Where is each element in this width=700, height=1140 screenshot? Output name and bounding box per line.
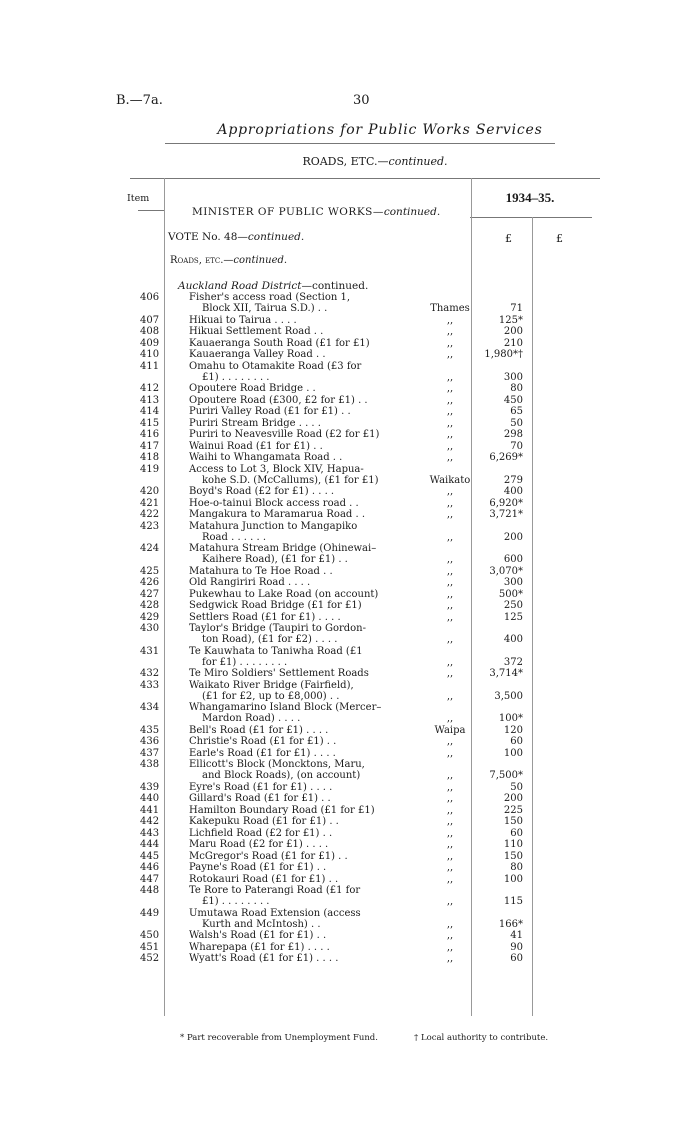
item-number: 413 (140, 394, 160, 406)
item-district: ,, (446, 793, 454, 804)
item-amount: 50 (510, 781, 523, 793)
item-amount: 300 (503, 577, 523, 588)
item-description (189, 361, 399, 383)
item-district: ,, (446, 509, 454, 520)
item-description (189, 646, 399, 668)
item-description (189, 464, 399, 486)
item-description (189, 577, 399, 588)
description-line: Gillard's Road (£1 for £1) . . (189, 793, 331, 804)
item-number: 407 (140, 314, 160, 326)
item-description (189, 953, 399, 964)
item-district: ,, (446, 600, 454, 611)
item-description (189, 395, 399, 406)
item-number: 446 (140, 862, 160, 873)
description-line: Eyre's Road (£1 for £1) . . . . (189, 781, 333, 793)
item-amount: 225 (503, 804, 523, 816)
item-district: ,, (446, 953, 454, 964)
item-number: 438 (140, 759, 160, 770)
item-number: 445 (140, 850, 160, 862)
item-number: 434 (140, 702, 160, 713)
item-district: ,, (446, 918, 454, 930)
item-number: 431 (140, 645, 160, 657)
item-district: ,, (446, 656, 454, 668)
item-description (189, 418, 399, 429)
item-number: 416 (140, 429, 160, 440)
description-line: Hikuai Settlement Road . . (189, 326, 324, 337)
item-amount: 70 (510, 440, 523, 452)
item-district: ,, (446, 736, 454, 747)
description-line: Maru Road (£2 for £1) . . . . (189, 839, 329, 850)
description-line: Fisher's access road (Section 1, (189, 292, 351, 303)
description-line: Taylor's Bridge (Taupiri to Gordon- (189, 623, 366, 634)
description-line: Payne's Road (£1 for £1) . . (189, 862, 327, 873)
description-line: Kauaeranga South Road (£1 for £1) (189, 337, 370, 349)
description-line: Boyd's Road (£2 for £1) . . . . (189, 486, 335, 497)
description-line: Te Rore to Paterangi Road (£1 for (189, 885, 361, 896)
item-description (189, 680, 399, 702)
item-number: 448 (140, 885, 160, 896)
item-district: ,, (446, 349, 454, 360)
item-description (189, 793, 399, 804)
minister-main: MINISTER OF PUBLIC WORKS— (192, 206, 384, 218)
item-district: ,, (446, 486, 454, 497)
description-line: Puriri to Neavesville Road (£2 for £1) (189, 429, 380, 440)
minister-cont: continued. (383, 206, 441, 218)
item-district: ,, (446, 781, 454, 793)
description-line: Puriri Stream Bridge . . . . (189, 417, 321, 429)
item-number: 441 (140, 804, 160, 816)
description-line: and Block Roads), (on account) (202, 770, 361, 781)
description-line: Omahu to Otamakite Road (£3 for (189, 360, 362, 372)
description-line: for £1) . . . . . . . . (202, 656, 288, 668)
item-description (189, 509, 399, 520)
description-line: Rotokauri Road (£1 for £1) . . (189, 873, 339, 885)
item-number: 440 (140, 793, 160, 804)
item-district: ,, (446, 804, 454, 816)
footnote-star: * Part recoverable from Unemployment Fund. (180, 1033, 378, 1043)
item-description (189, 315, 399, 326)
pound-sign-first-column: £ (505, 232, 512, 245)
description-line: Matahura to Te Hoe Road . . (189, 565, 333, 577)
item-description (189, 862, 399, 873)
item-number: 417 (140, 440, 160, 452)
description-line: McGregor's Road (£1 for £1) . . (189, 850, 348, 862)
item-district: ,, (446, 577, 454, 588)
item-description (189, 725, 399, 736)
item-amount: 1,980*† (484, 349, 523, 360)
item-number: 415 (140, 417, 160, 429)
item-description (189, 429, 399, 440)
item-district: ,, (446, 690, 454, 702)
item-district: ,, (446, 337, 454, 349)
item-number: 451 (140, 941, 160, 953)
item-description (189, 406, 399, 417)
item-district: ,, (446, 314, 454, 326)
district-main: Auckland Road District (178, 280, 302, 292)
item-description (189, 292, 399, 314)
item-description (189, 441, 399, 452)
description-line: Wharepapa (£1 for £1) . . . . (189, 941, 330, 953)
description-line: Wainui Road (£1 for £1) . . (189, 440, 323, 452)
item-number: 444 (140, 839, 160, 850)
item-number: 443 (140, 827, 160, 839)
description-line: Sedgwick Road Bridge (£1 for £1) (189, 600, 362, 611)
item-description (189, 942, 399, 953)
item-number: 408 (140, 326, 160, 337)
item-number: 449 (140, 907, 160, 919)
item-number: 422 (140, 509, 160, 520)
description-line: (£1 for £2, up to £8,000) . . (202, 690, 340, 702)
item-amount: 60 (510, 736, 523, 747)
item-description (189, 338, 399, 349)
item-amount: 3,500 (494, 690, 523, 702)
item-description (189, 589, 399, 600)
item-description (189, 668, 399, 679)
item-description (189, 748, 399, 759)
item-district: ,, (446, 383, 454, 394)
item-amount: 80 (510, 862, 523, 873)
item-number: 427 (140, 588, 160, 600)
description-line: £1) . . . . . . . . (202, 371, 270, 383)
item-description (189, 874, 399, 885)
item-amount: 400 (503, 634, 523, 645)
description-line: Bell's Road (£1 for £1) . . . . (189, 724, 329, 736)
item-district: ,, (446, 371, 454, 383)
item-description (189, 498, 399, 509)
item-amount: 60 (510, 827, 523, 839)
item-district: ,, (446, 406, 454, 417)
item-number: 409 (140, 337, 160, 349)
item-amount: 100* (498, 713, 523, 724)
item-description (189, 816, 399, 827)
item-amount: 400 (503, 486, 523, 497)
item-number: 437 (140, 747, 160, 759)
description-line: Mardon Road) . . . . (202, 713, 301, 724)
item-amount: 80 (510, 383, 523, 394)
item-district: ,, (446, 839, 454, 850)
item-amount: 210 (503, 337, 523, 349)
item-district: ,, (446, 862, 454, 873)
item-description (189, 851, 399, 862)
item-district: ,, (446, 417, 454, 429)
item-district: ,, (446, 713, 454, 724)
description-line: Ellicott's Block (Moncktons, Maru, (189, 759, 365, 770)
description-line: Opoutere Road (£300, £2 for £1) . . (189, 394, 368, 406)
item-description (189, 885, 399, 907)
item-number: 447 (140, 873, 160, 885)
item-district: ,, (446, 326, 454, 337)
roads-cont: continued. (233, 255, 288, 266)
item-description (189, 759, 399, 781)
description-line: Hamilton Boundary Road (£1 for £1) (189, 804, 375, 816)
description-line: ton Road), (£1 for £2) . . . . (202, 634, 338, 645)
item-amount: 100 (503, 873, 523, 885)
item-number: 421 (140, 497, 160, 509)
item-number: 435 (140, 724, 160, 736)
item-district: ,, (446, 634, 454, 645)
report-code: B.—7a. (116, 93, 163, 108)
description-line: Access to Lot 3, Block XIV, Hapua- (189, 463, 364, 475)
description-line: Umutawa Road Extension (access (189, 907, 361, 919)
item-amount: 3,714* (489, 668, 523, 679)
description-line: Matahura Stream Bridge (Ohinewai– (189, 543, 377, 554)
description-line: Block XII, Tairua S.D.) . . (202, 303, 328, 314)
description-line: Te Miro Soldiers' Settlement Roads (189, 668, 369, 679)
description-line: Road . . . . . . (202, 531, 267, 543)
item-number: 406 (140, 292, 160, 303)
item-amount: 600 (503, 554, 523, 565)
item-description (189, 326, 399, 337)
item-district: ,, (446, 440, 454, 452)
description-line: Christie's Road (£1 for £1) . . (189, 736, 337, 747)
item-amount: 6,269* (489, 452, 523, 463)
item-number: 428 (140, 600, 160, 611)
footnote-dagger: † Local authority to contribute. (414, 1033, 549, 1043)
item-amount: 450 (503, 394, 523, 406)
item-number: 419 (140, 463, 160, 475)
item-description (189, 543, 399, 565)
item-amount: 200 (503, 531, 523, 543)
roads-main: Roads, etc.— (170, 255, 234, 266)
item-amount: 90 (510, 941, 523, 953)
description-line: Walsh's Road (£1 for £1) . . (189, 930, 327, 941)
description-line: Matahura Junction to Mangapiko (189, 520, 358, 532)
item-amount: 50 (510, 417, 523, 429)
description-line: Earle's Road (£1 for £1) . . . . (189, 747, 336, 759)
description-line: Waikato River Bridge (Fairfield), (189, 679, 354, 691)
year-column-header: 1934–35. (505, 190, 555, 205)
item-description (189, 383, 399, 394)
description-line: £1) . . . . . . . . (202, 896, 270, 907)
description-line: Wyatt's Road (£1 for £1) . . . . (189, 953, 339, 964)
item-number: 436 (140, 736, 160, 747)
item-district: ,, (446, 497, 454, 509)
item-district: ,, (446, 941, 454, 953)
item-number: 420 (140, 486, 160, 497)
pound-sign-second-column: £ (556, 232, 563, 245)
item-description (189, 839, 399, 850)
item-district: ,, (446, 827, 454, 839)
item-district: ,, (446, 588, 454, 600)
description-line: Kauaeranga Valley Road . . (189, 349, 326, 360)
item-number: 426 (140, 577, 160, 588)
item-description (189, 349, 399, 360)
item-number: 418 (140, 452, 160, 463)
description-line: Kurth and McIntosh) . . (202, 918, 321, 930)
item-column-header: Item (127, 193, 150, 204)
vote-cont: continued. (247, 231, 305, 243)
item-description (189, 452, 399, 463)
item-description (189, 623, 399, 645)
item-district: Waipa (434, 724, 466, 736)
item-description (189, 612, 399, 623)
item-description (189, 930, 399, 941)
item-number: 429 (140, 611, 160, 623)
item-amount: 372 (503, 656, 523, 668)
item-number: 411 (140, 360, 160, 372)
description-line: Mangakura to Maramarua Road . . (189, 509, 366, 520)
item-amount: 110 (503, 839, 523, 850)
item-number: 452 (140, 953, 160, 964)
vote-main: VOTE No. 48— (168, 231, 248, 243)
item-amount: 300 (503, 371, 523, 383)
subtitle-cont: continued. (388, 155, 448, 168)
description-line: Old Rangiriri Road . . . . (189, 577, 311, 588)
item-amount: 500* (498, 588, 523, 600)
item-amount: 3,070* (489, 565, 523, 577)
item-description (189, 782, 399, 793)
item-description (189, 600, 399, 611)
item-district: ,, (446, 873, 454, 885)
item-district: ,, (446, 452, 454, 463)
item-amount: 3,721* (489, 509, 523, 520)
item-district: ,, (446, 531, 454, 543)
item-district: ,, (446, 850, 454, 862)
item-amount: 150 (503, 850, 523, 862)
item-number: 430 (140, 623, 160, 634)
item-district: ,, (446, 896, 454, 907)
item-district: ,, (446, 770, 454, 781)
item-amount: 279 (503, 474, 523, 486)
item-district: ,, (446, 565, 454, 577)
item-amount: 120 (503, 724, 523, 736)
item-number: 442 (140, 816, 160, 827)
item-amount: 125* (498, 314, 523, 326)
item-amount: 200 (503, 793, 523, 804)
description-line: Whangamarino Island Block (Mercer– (189, 702, 382, 713)
item-number: 412 (140, 383, 160, 394)
item-amount: 200 (503, 326, 523, 337)
item-amount: 125 (503, 611, 523, 623)
item-description (189, 736, 399, 747)
item-description (189, 805, 399, 816)
item-district: ,, (446, 554, 454, 565)
item-description (189, 566, 399, 577)
item-district: ,, (446, 429, 454, 440)
item-amount: 250 (503, 600, 523, 611)
item-number: 450 (140, 930, 160, 941)
subtitle-main: ROADS, ETC.— (302, 155, 389, 168)
item-district: ,, (446, 930, 454, 941)
item-number: 432 (140, 668, 160, 679)
item-amount: 6,920* (489, 497, 523, 509)
item-amount: 7,500* (489, 770, 523, 781)
item-number: 439 (140, 781, 160, 793)
item-number: 433 (140, 679, 160, 691)
description-line: Hikuai to Tairua . . . . (189, 314, 297, 326)
item-amount: 298 (503, 429, 523, 440)
item-amount: 41 (510, 930, 523, 941)
description-line: Pukewhau to Lake Road (on account) (189, 588, 379, 600)
item-amount: 150 (503, 816, 523, 827)
item-district: ,, (446, 747, 454, 759)
item-district: ,, (446, 394, 454, 406)
item-district: Thames (430, 303, 470, 314)
item-district: ,, (446, 611, 454, 623)
description-line: Settlers Road (£1 for £1) . . . . (189, 611, 341, 623)
description-line: Puriri Valley Road (£1 for £1) . . (189, 406, 351, 417)
item-amount: 71 (510, 303, 523, 314)
item-number: 410 (140, 349, 160, 360)
item-amount: 60 (510, 953, 523, 964)
page-title: Appropriations for Public Works Services (217, 122, 543, 138)
item-description (189, 828, 399, 839)
item-description (189, 908, 399, 930)
item-amount: 115 (503, 896, 523, 907)
district-cont: —continued. (301, 280, 369, 292)
description-line: Opoutere Road Bridge . . (189, 383, 316, 394)
page-number: 30 (353, 93, 370, 108)
description-line: Hoe-o-tainui Block access road . . (189, 497, 359, 509)
item-amount: 100 (503, 747, 523, 759)
item-number: 425 (140, 565, 160, 577)
item-district: ,, (446, 668, 454, 679)
description-line: Kakepuku Road (£1 for £1) . . (189, 816, 339, 827)
item-number: 423 (140, 520, 160, 532)
item-district: ,, (446, 816, 454, 827)
description-line: kohe S.D. (McCallums), (£1 for £1) (202, 474, 379, 486)
item-description (189, 486, 399, 497)
item-number: 424 (140, 543, 160, 554)
item-number: 414 (140, 406, 160, 417)
description-line: Te Kauwhata to Taniwha Road (£1 (189, 645, 363, 657)
item-district: Waikato (429, 474, 471, 486)
item-amount: 166* (498, 918, 523, 930)
item-description (189, 702, 399, 724)
description-line: Waihi to Whangamata Road . . (189, 452, 343, 463)
item-amount: 65 (510, 406, 523, 417)
description-line: Lichfield Road (£2 for £1) . . (189, 827, 333, 839)
description-line: Kaihere Road), (£1 for £1) . . (202, 554, 348, 565)
item-description (189, 521, 399, 543)
